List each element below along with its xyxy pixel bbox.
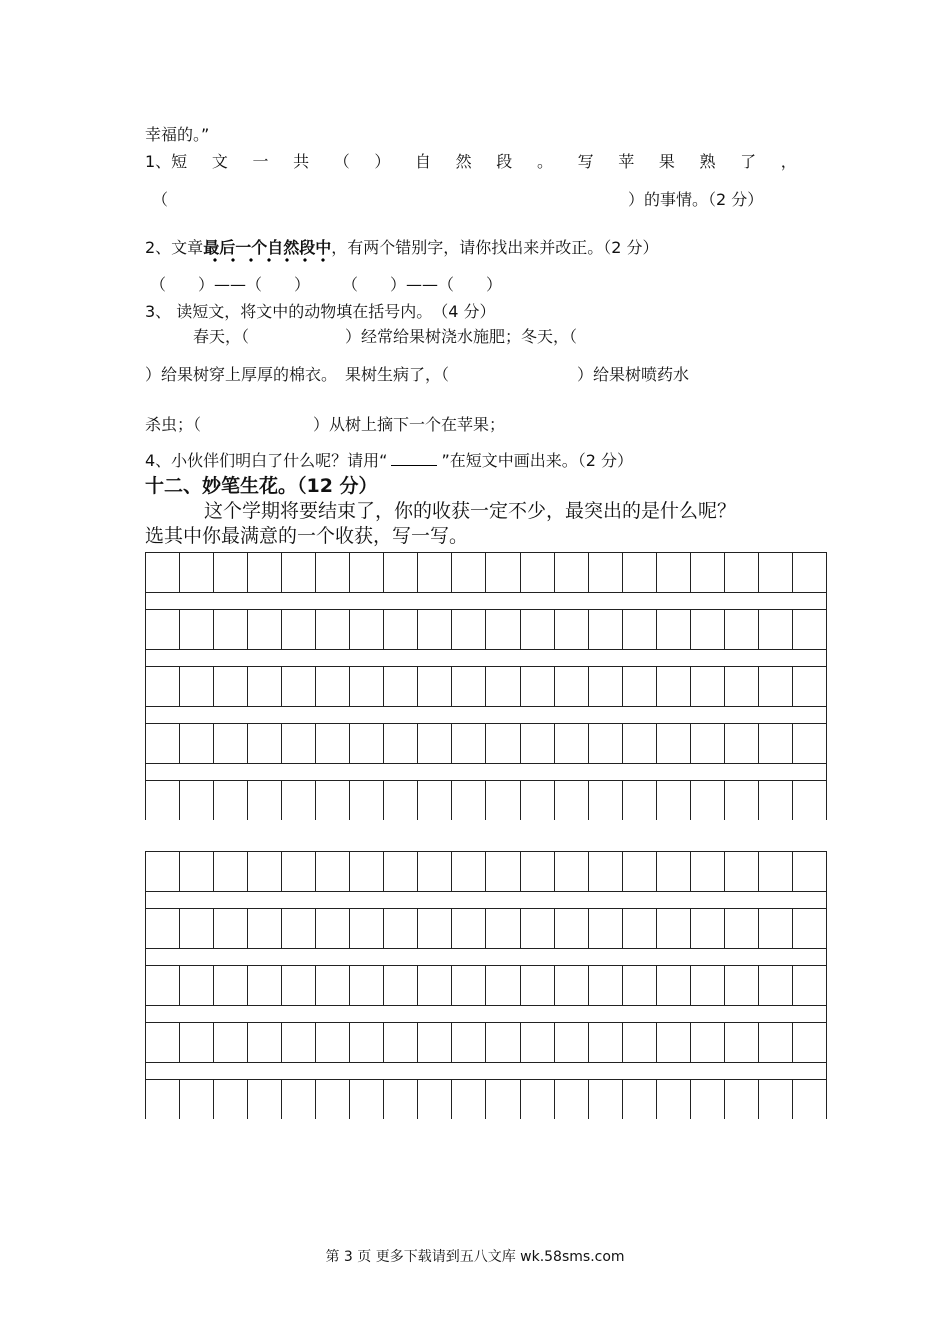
grid-cell[interactable]: [418, 781, 452, 820]
grid-cell[interactable]: [486, 1023, 520, 1062]
grid-cell[interactable]: [316, 852, 350, 891]
grid-cell[interactable]: [759, 553, 793, 592]
grid-cell[interactable]: [691, 724, 725, 763]
grid-cell[interactable]: [384, 1080, 418, 1119]
grid-cell[interactable]: [350, 610, 384, 649]
grid-cell[interactable]: [418, 1023, 452, 1062]
grid-cell[interactable]: [691, 610, 725, 649]
grid-cell[interactable]: [316, 1080, 350, 1119]
grid-row-gap: [145, 763, 827, 780]
grid-cell[interactable]: [657, 553, 691, 592]
grid-cell[interactable]: [384, 610, 418, 649]
grid-cell[interactable]: [248, 553, 282, 592]
grid-cell[interactable]: [793, 781, 827, 820]
grid-cell[interactable]: [657, 1080, 691, 1119]
question-1-char: 自: [415, 152, 432, 171]
grid-cell[interactable]: [657, 909, 691, 948]
grid-row-gap: [145, 948, 827, 965]
grid-cell[interactable]: [759, 610, 793, 649]
grid-cell[interactable]: [691, 852, 725, 891]
question-1-char: 熟: [699, 152, 716, 171]
grid-cell[interactable]: [486, 1080, 520, 1119]
grid-cell[interactable]: [725, 909, 759, 948]
grid-cell[interactable]: [452, 1080, 486, 1119]
grid-cell[interactable]: [214, 852, 248, 891]
grid-row: [145, 780, 827, 820]
grid-cell[interactable]: [452, 852, 486, 891]
grid-cell[interactable]: [793, 1080, 827, 1119]
grid-cell[interactable]: [657, 852, 691, 891]
question-4-suffix: ”在短文中画出来。（2 分）: [441, 451, 634, 470]
grid-cell[interactable]: [180, 1023, 214, 1062]
grid-cell[interactable]: [793, 610, 827, 649]
question-4: [145, 451, 633, 471]
page-footer: 第 3 页 更多下载请到五八文库 wk.58sms.com: [325, 1249, 625, 1265]
grid-cell[interactable]: [316, 667, 350, 706]
grid-cell[interactable]: [486, 724, 520, 763]
grid-cell[interactable]: [248, 1023, 282, 1062]
question-2-emphasis: [203, 238, 331, 257]
grid-cell[interactable]: [418, 610, 452, 649]
grid-cell[interactable]: [316, 1023, 350, 1062]
grid-cell[interactable]: [691, 1023, 725, 1062]
question-1-char: ，: [780, 152, 797, 171]
grid-cell[interactable]: [589, 852, 623, 891]
grid-cell[interactable]: [214, 781, 248, 820]
grid-row: [145, 1022, 827, 1062]
grid-cell[interactable]: [759, 966, 793, 1005]
grid-cell[interactable]: [657, 724, 691, 763]
grid-cell[interactable]: [248, 966, 282, 1005]
grid-cell[interactable]: [555, 1080, 589, 1119]
grid-cell[interactable]: [180, 781, 214, 820]
grid-cell[interactable]: [282, 1080, 316, 1119]
grid-cell[interactable]: [486, 553, 520, 592]
grid-cell[interactable]: [384, 667, 418, 706]
grid-cell[interactable]: [486, 966, 520, 1005]
grid-cell[interactable]: [214, 610, 248, 649]
grid-cell[interactable]: [146, 852, 180, 891]
grid-cell[interactable]: [623, 724, 657, 763]
grid-cell[interactable]: [521, 909, 555, 948]
grid-cell[interactable]: [146, 553, 180, 592]
grid-row: [145, 723, 827, 763]
grid-cell[interactable]: [180, 553, 214, 592]
grid-cell[interactable]: [248, 724, 282, 763]
grid-cell[interactable]: [725, 966, 759, 1005]
grid-cell[interactable]: [248, 610, 282, 649]
grid-cell[interactable]: [555, 1023, 589, 1062]
grid-cell[interactable]: [146, 781, 180, 820]
grid-cell[interactable]: [384, 966, 418, 1005]
grid-cell[interactable]: [452, 781, 486, 820]
question-1-char: ）: [374, 152, 391, 171]
grid-cell[interactable]: [214, 909, 248, 948]
grid-cell[interactable]: [248, 909, 282, 948]
question-1-char: 然: [455, 152, 472, 171]
grid-cell[interactable]: [350, 852, 384, 891]
grid-cell[interactable]: [623, 781, 657, 820]
writing-grid-1[interactable]: [145, 552, 827, 820]
grid-cell[interactable]: [589, 667, 623, 706]
grid-cell[interactable]: [589, 781, 623, 820]
grid-cell[interactable]: [691, 667, 725, 706]
grid-cell[interactable]: [418, 966, 452, 1005]
grid-cell[interactable]: [146, 610, 180, 649]
grid-cell[interactable]: [589, 966, 623, 1005]
grid-cell[interactable]: [521, 667, 555, 706]
grid-cell[interactable]: [452, 610, 486, 649]
grid-cell[interactable]: [521, 781, 555, 820]
grid-cell[interactable]: [725, 610, 759, 649]
grid-cell[interactable]: [214, 553, 248, 592]
grid-cell[interactable]: [248, 667, 282, 706]
question-1-char: 。: [536, 152, 553, 171]
grid-cell[interactable]: [657, 966, 691, 1005]
grid-cell[interactable]: [214, 966, 248, 1005]
question-1-char: 了: [740, 152, 757, 171]
grid-cell[interactable]: [793, 553, 827, 592]
grid-row-gap: [145, 891, 827, 908]
grid-cell[interactable]: [214, 724, 248, 763]
grid-cell[interactable]: [418, 667, 452, 706]
grid-cell[interactable]: [146, 1080, 180, 1119]
grid-cell[interactable]: [486, 909, 520, 948]
grid-cell[interactable]: [725, 852, 759, 891]
grid-cell[interactable]: [282, 724, 316, 763]
question-1-char: 一: [252, 152, 269, 171]
grid-cell[interactable]: [555, 610, 589, 649]
grid-row: [145, 609, 827, 649]
grid-cell[interactable]: [623, 966, 657, 1005]
section-12-heading: 十二、妙笔生花。（12 分）: [145, 475, 378, 497]
question-1-char: 段: [496, 152, 513, 171]
grid-cell[interactable]: [452, 553, 486, 592]
grid-cell[interactable]: [555, 852, 589, 891]
grid-cell[interactable]: [180, 909, 214, 948]
grid-cell[interactable]: [452, 667, 486, 706]
grid-cell[interactable]: [555, 909, 589, 948]
grid-cell[interactable]: [521, 724, 555, 763]
grid-cell[interactable]: [555, 667, 589, 706]
grid-cell[interactable]: [248, 1080, 282, 1119]
grid-cell[interactable]: [180, 667, 214, 706]
grid-cell[interactable]: [759, 667, 793, 706]
question-1-line-1: [145, 152, 797, 172]
grid-cell[interactable]: [759, 852, 793, 891]
grid-cell[interactable]: [589, 610, 623, 649]
grid-cell[interactable]: [316, 966, 350, 1005]
question-1-tail: ）的事情。（2 分）: [628, 190, 764, 209]
grid-cell[interactable]: [793, 909, 827, 948]
grid-cell[interactable]: [555, 724, 589, 763]
grid-cell[interactable]: [521, 1023, 555, 1062]
grid-row-gap: [145, 1062, 827, 1079]
grid-row-gap: [145, 649, 827, 666]
grid-cell[interactable]: [657, 1023, 691, 1062]
grid-cell[interactable]: [384, 553, 418, 592]
grid-cell[interactable]: [350, 966, 384, 1005]
grid-cell[interactable]: [282, 1023, 316, 1062]
grid-cell[interactable]: [384, 909, 418, 948]
grid-cell[interactable]: [486, 781, 520, 820]
grid-cell[interactable]: [725, 724, 759, 763]
grid-cell[interactable]: [418, 724, 452, 763]
grid-cell[interactable]: [146, 667, 180, 706]
grid-cell[interactable]: [350, 1023, 384, 1062]
question-3-line-1: 春天，（ ）经常给果树浇水施肥；冬天，（: [193, 327, 578, 346]
grid-cell[interactable]: [214, 1023, 248, 1062]
question-2-answer: （ ）——（ ） （ ）——（ ）: [150, 275, 503, 294]
grid-cell[interactable]: [623, 667, 657, 706]
question-1-char: （: [333, 152, 350, 171]
question-1-open-paren: （: [152, 190, 169, 209]
grid-cell[interactable]: [691, 1080, 725, 1119]
grid-cell[interactable]: [589, 724, 623, 763]
grid-cell[interactable]: [486, 610, 520, 649]
question-1-char: 苹: [618, 152, 635, 171]
question-3-line-2: ）给果树穿上厚厚的棉衣。 果树生病了，（ ）给果树喷药水: [145, 365, 690, 384]
question-1-char: 文: [211, 152, 228, 171]
grid-cell[interactable]: [759, 1023, 793, 1062]
grid-cell[interactable]: [418, 1080, 452, 1119]
grid-cell[interactable]: [180, 724, 214, 763]
grid-cell[interactable]: [214, 1080, 248, 1119]
grid-cell[interactable]: [180, 852, 214, 891]
grid-cell[interactable]: [759, 724, 793, 763]
grid-cell[interactable]: [316, 610, 350, 649]
grid-cell[interactable]: [521, 966, 555, 1005]
grid-cell[interactable]: [555, 553, 589, 592]
grid-cell[interactable]: [350, 724, 384, 763]
grid-cell[interactable]: [282, 553, 316, 592]
grid-cell[interactable]: [248, 781, 282, 820]
grid-cell[interactable]: [759, 1080, 793, 1119]
grid-cell[interactable]: [384, 724, 418, 763]
grid-cell[interactable]: [521, 553, 555, 592]
grid-cell[interactable]: [555, 966, 589, 1005]
question-1-char: 果: [658, 152, 675, 171]
grid-cell[interactable]: [452, 724, 486, 763]
grid-cell[interactable]: [657, 610, 691, 649]
grid-cell[interactable]: [521, 852, 555, 891]
question-2-suffix: ，有两个错别字，请你找出来并改正。（2 分）: [331, 238, 659, 257]
grid-cell[interactable]: [793, 966, 827, 1005]
question-4-prefix: 4、小伙伴们明白了什么呢？请用“: [145, 451, 388, 470]
grid-cell[interactable]: [316, 909, 350, 948]
question-1-char: 1、短: [145, 152, 188, 171]
grid-row-gap: [145, 1005, 827, 1022]
grid-cell[interactable]: [282, 610, 316, 649]
grid-cell[interactable]: [589, 1023, 623, 1062]
grid-cell[interactable]: [521, 1080, 555, 1119]
grid-cell[interactable]: [350, 667, 384, 706]
underline-sample: [391, 451, 437, 466]
section-12-prompt-line-2: 选其中你最满意的一个收获，写一写。: [145, 525, 469, 547]
question-1-char: 写: [577, 152, 594, 171]
grid-cell[interactable]: [384, 781, 418, 820]
grid-cell[interactable]: [452, 909, 486, 948]
grid-row: [145, 851, 827, 891]
grid-cell[interactable]: [759, 781, 793, 820]
grid-cell[interactable]: [418, 852, 452, 891]
grid-cell[interactable]: [316, 724, 350, 763]
grid-cell[interactable]: [793, 724, 827, 763]
grid-cell[interactable]: [350, 781, 384, 820]
grid-cell[interactable]: [282, 909, 316, 948]
grid-cell[interactable]: [657, 667, 691, 706]
grid-cell[interactable]: [657, 781, 691, 820]
grid-cell[interactable]: [691, 909, 725, 948]
grid-cell[interactable]: [759, 909, 793, 948]
emphasis-dots: [203, 257, 331, 263]
grid-cell[interactable]: [725, 553, 759, 592]
grid-cell[interactable]: [793, 667, 827, 706]
grid-cell[interactable]: [623, 852, 657, 891]
section-12-prompt-line-1: 这个学期将要结束了，你的收获一定不少，最突出的是什么呢？: [204, 500, 737, 522]
grid-cell[interactable]: [418, 909, 452, 948]
question-2: [145, 238, 658, 258]
grid-cell[interactable]: [691, 966, 725, 1005]
grid-cell[interactable]: [691, 781, 725, 820]
grid-row: [145, 1079, 827, 1119]
grid-cell[interactable]: [691, 553, 725, 592]
grid-cell[interactable]: [384, 1023, 418, 1062]
grid-cell[interactable]: [623, 553, 657, 592]
grid-cell[interactable]: [350, 553, 384, 592]
grid-cell[interactable]: [282, 667, 316, 706]
grid-cell[interactable]: [589, 1080, 623, 1119]
grid-cell[interactable]: [350, 909, 384, 948]
grid-cell[interactable]: [146, 1023, 180, 1062]
grid-cell[interactable]: [282, 966, 316, 1005]
grid-row: [145, 908, 827, 948]
grid-cell[interactable]: [725, 781, 759, 820]
question-3-title: 3、 读短文，将文中的动物填在括号内。 （4 分）: [145, 302, 496, 321]
question-2-prefix: 2、文章: [145, 238, 204, 257]
grid-cell[interactable]: [248, 852, 282, 891]
grid-cell[interactable]: [452, 966, 486, 1005]
grid-row-gap: [145, 592, 827, 609]
writing-grid-2[interactable]: [145, 851, 827, 1119]
grid-cell[interactable]: [589, 909, 623, 948]
grid-cell[interactable]: [282, 781, 316, 820]
grid-cell[interactable]: [418, 553, 452, 592]
grid-cell[interactable]: [589, 553, 623, 592]
grid-cell[interactable]: [623, 610, 657, 649]
intro-tail-text: 幸福的。”: [145, 125, 210, 144]
grid-cell[interactable]: [180, 610, 214, 649]
grid-cell[interactable]: [146, 966, 180, 1005]
grid-cell[interactable]: [725, 1080, 759, 1119]
grid-cell[interactable]: [350, 1080, 384, 1119]
grid-cell[interactable]: [316, 781, 350, 820]
grid-cell[interactable]: [384, 852, 418, 891]
grid-cell[interactable]: [521, 610, 555, 649]
question-2-emphasis-text: 最后一个自然段中: [203, 238, 332, 257]
grid-cell[interactable]: [486, 667, 520, 706]
grid-cell[interactable]: [725, 667, 759, 706]
grid-row: [145, 666, 827, 706]
grid-row: [145, 552, 827, 592]
grid-cell[interactable]: [180, 966, 214, 1005]
grid-cell[interactable]: [180, 1080, 214, 1119]
grid-row: [145, 965, 827, 1005]
grid-cell[interactable]: [282, 852, 316, 891]
question-3-line-3: 杀虫；（ ）从树上摘下一个在苹果；: [145, 415, 506, 434]
grid-row-gap: [145, 706, 827, 723]
grid-cell[interactable]: [623, 909, 657, 948]
grid-cell[interactable]: [146, 909, 180, 948]
grid-cell[interactable]: [623, 1023, 657, 1062]
grid-cell[interactable]: [316, 553, 350, 592]
grid-cell[interactable]: [146, 724, 180, 763]
grid-cell[interactable]: [793, 852, 827, 891]
grid-cell[interactable]: [793, 1023, 827, 1062]
question-1-char: 共: [293, 152, 310, 171]
grid-cell[interactable]: [214, 667, 248, 706]
grid-cell[interactable]: [555, 781, 589, 820]
grid-cell[interactable]: [725, 1023, 759, 1062]
grid-cell[interactable]: [623, 1080, 657, 1119]
grid-cell[interactable]: [452, 1023, 486, 1062]
grid-cell[interactable]: [486, 852, 520, 891]
